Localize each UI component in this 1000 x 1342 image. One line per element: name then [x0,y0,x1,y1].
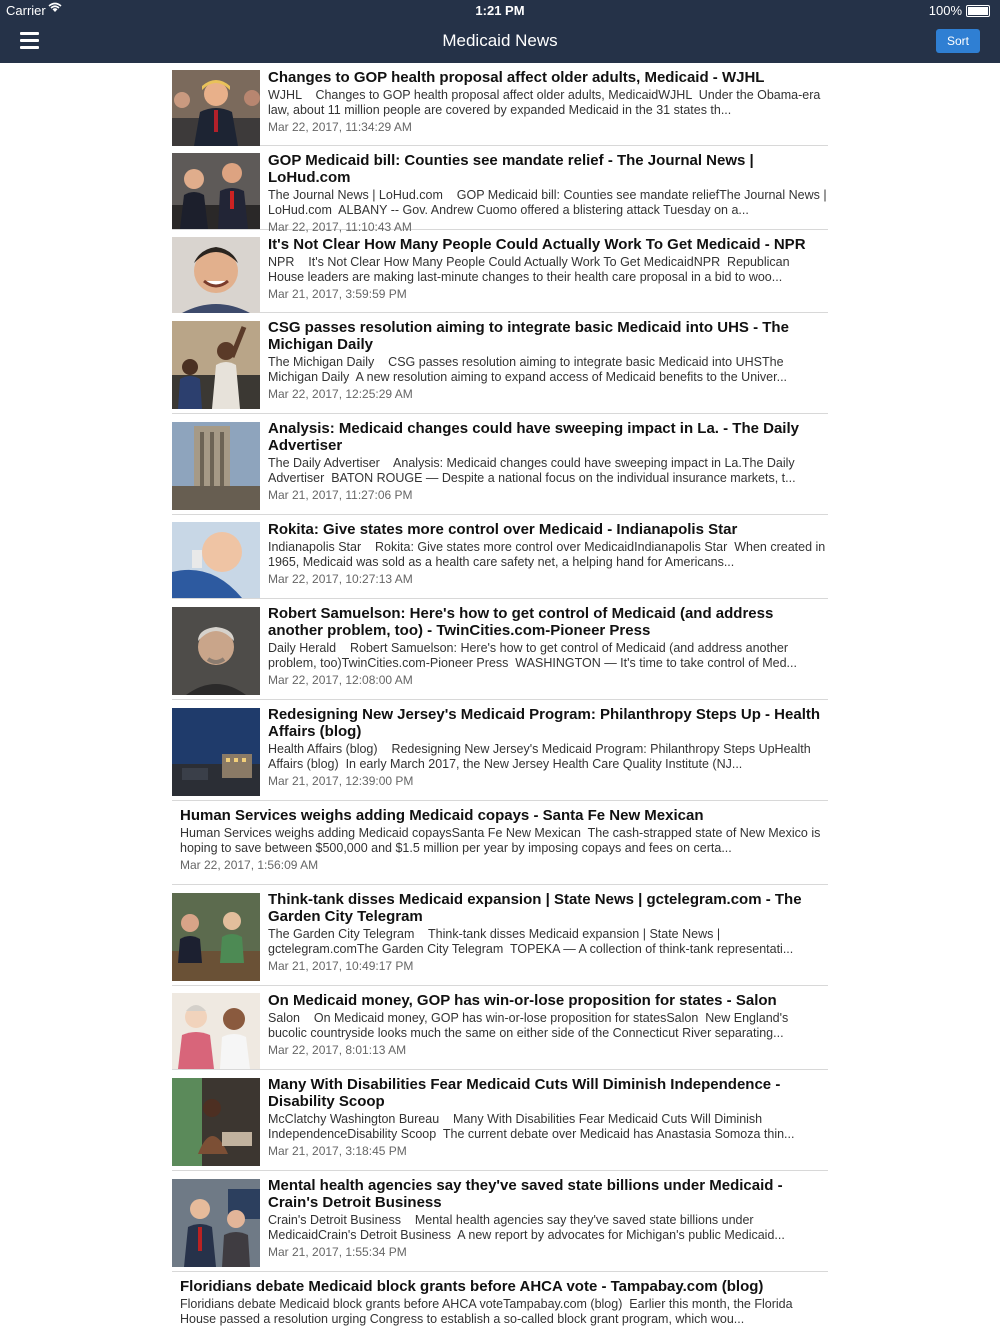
article-title: Rokita: Give states more control over Medicaid - Indianapolis Star [268,521,738,538]
news-item[interactable] [172,1070,828,1171]
article-date: Mar 22, 2017, 11:34:29 AM [268,120,412,134]
article-description: Floridians debate Medicaid block grants before AHCA voteTampabay.com (blog) Earlier this month, the Florida House passed a resolution urging Congress to establish a so-called block grant program, which wou... [180,1297,797,1326]
news-item[interactable] [172,1272,828,1342]
battery-indicator [929,3,990,18]
article-thumbnail [172,70,260,146]
news-item[interactable] [172,1171,828,1272]
article-description: The Garden City Telegram Think-tank disses Medicaid expansion | State News | gctelegram.comThe Garden City Telegram TOPEKA — A collection of think-tank representati... [268,927,794,956]
article-description: Human Services weighs adding Medicaid copaysSanta Fe New Mexican The cash-strapped state of New Mexico is hoping to save between $500,000 and $1.5 million per year by imposing copays and fees on certa... [180,826,824,855]
news-item[interactable] [172,63,828,146]
article-title: Analysis: Medicaid changes could have sweeping impact in La. - The Daily Advertiser [268,420,799,454]
article-thumbnail [172,321,260,409]
news-item[interactable] [172,700,828,801]
article-thumbnail [172,993,260,1069]
top-bar [0,0,1000,63]
article-thumbnail [172,1179,260,1267]
article-title: Human Services weighs adding Medicaid copays - Santa Fe New Mexican [180,807,704,824]
news-item[interactable] [172,599,828,700]
news-item[interactable] [172,986,828,1070]
article-title: Redesigning New Jersey's Medicaid Program: Philanthropy Steps Up - Health Affairs (blog) [268,706,821,740]
battery-percent: 100% [928,3,962,18]
article-description: McClatchy Washington Bureau Many With Disabilities Fear Medicaid Cuts Will Diminish IndependenceDisability Scoop The current debate over Medicaid has Anastasia Somoza thin... [268,1112,795,1141]
article-title: Robert Samuelson: Here's how to get control of Medicaid (and address another problem, too) - TwinCities.com-Pioneer Press [268,605,774,639]
sort-button[interactable]: Sort [936,29,980,53]
article-thumbnail [172,1078,260,1166]
carrier-label: Carrier [6,3,46,18]
news-item[interactable] [172,414,828,515]
article-thumbnail [172,607,260,695]
article-title: CSG passes resolution aiming to integrate basic Medicaid into UHS - The Michigan Daily [268,319,789,353]
news-item[interactable] [172,313,828,414]
article-title: GOP Medicaid bill: Counties see mandate relief - The Journal News | LoHud.com [268,152,754,186]
article-title: Floridians debate Medicaid block grants before AHCA vote - Tampabay.com (blog) [180,1278,764,1295]
article-title: Changes to GOP health proposal affect older adults, Medicaid - WJHL [268,69,765,86]
article-description: The Daily Advertiser Analysis: Medicaid changes could have sweeping impact in La.The Daily Advertiser BATON ROUGE — Despite a national focus on the individual insurance markets, t... [268,456,798,485]
article-thumbnail [172,153,260,229]
page-title: Medicaid News [442,31,558,50]
article-description: The Journal News | LoHud.com GOP Medicaid bill: Counties see mandate reliefThe Journal News | LoHud.com ALBANY -- Gov. Andrew Cuomo offered a blistering attack Tuesday on a... [268,188,831,217]
article-date: Mar 21, 2017, 11:27:06 PM [268,488,413,502]
article-date: Mar 22, 2017, 8:01:13 AM [268,1043,407,1057]
article-title: On Medicaid money, GOP has win-or-lose proposition for states - Salon [268,992,777,1009]
article-description: Salon On Medicaid money, GOP has win-or-lose proposition for statesSalon New England's bucolic countryside looks much the same on either side of the Connecticut River separating... [268,1011,792,1040]
article-title: It's Not Clear How Many People Could Actually Work To Get Medicaid - NPR [268,236,806,253]
article-title: Many With Disabilities Fear Medicaid Cuts Will Diminish Independence - Disability Scoop [268,1076,781,1110]
article-description: Health Affairs (blog) Redesigning New Jersey's Medicaid Program: Philanthropy Steps UpHealth Affairs (blog) In early March 2017, the New Jersey Health Care Quality Institute (NJ... [268,742,814,771]
news-item[interactable] [172,885,828,986]
article-title: Mental health agencies say they've saved state billions under Medicaid - Crain's Detroit Business [268,1177,783,1211]
article-thumbnail [172,237,260,313]
article-thumbnail [172,522,260,598]
article-date: Mar 22, 2017, 12:08:00 AM [268,673,413,687]
article-description: Crain's Detroit Business Mental health agencies say they've saved state billions under MedicaidCrain's Detroit Business A new report by advocates for Michigan's public Medicaid... [268,1213,785,1242]
article-description: Indianapolis Star Rokita: Give states more control over MedicaidIndianapolis Star When created in 1965, Medicaid was sold as a health care safety net, a helping hand for Americans... [268,540,829,569]
article-thumbnail [172,708,260,796]
status-bar [0,0,1000,22]
article-description: The Michigan Daily CSG passes resolution aiming to integrate basic Medicaid into UHSThe Michigan Daily A new resolution aiming to expand access of Medicaid benefits to the Univer... [268,355,788,384]
article-date: Mar 22, 2017, 1:56:09 AM [180,858,319,872]
article-date: Mar 22, 2017, 12:25:29 AM [268,387,413,401]
article-date: Mar 21, 2017, 10:49:17 PM [268,959,414,973]
article-thumbnail [172,893,260,981]
news-feed [172,63,831,1342]
article-date: Mar 22, 2017, 10:27:13 AM [268,572,413,586]
news-item[interactable] [172,515,828,599]
nav-bar [0,22,1000,63]
news-item[interactable] [172,801,828,885]
status-time: 1:21 PM [475,3,525,18]
article-date: Mar 21, 2017, 12:39:00 PM [268,774,414,788]
battery-icon [966,5,990,17]
article-date: Mar 21, 2017, 3:59:59 PM [268,287,407,301]
article-title: Think-tank disses Medicaid expansion | State News | gctelegram.com - The Garden City Telegram [268,891,802,925]
article-description: NPR It's Not Clear How Many People Could Actually Work To Get MedicaidNPR Republican House leaders are making last-minute changes to their health care proposal in a bid to woo... [268,255,794,284]
news-item[interactable] [172,230,828,313]
article-date: Mar 21, 2017, 3:18:45 PM [268,1144,407,1158]
article-date: Mar 22, 2017, 11:10:43 AM [268,220,412,234]
news-item[interactable] [172,146,831,234]
article-description: Daily Herald Robert Samuelson: Here's how to get control of Medicaid (and address another problem, too)TwinCities.com-Pioneer Press WASHINGTON — It's time to take control of Med... [268,641,797,670]
article-date: Mar 21, 2017, 1:55:34 PM [268,1245,407,1259]
article-thumbnail [172,422,260,510]
article-description: WJHL Changes to GOP health proposal affect older adults, MedicaidWJHL Under the Obama-era law, about 11 million people are covered by expanded Medicaid in the 31 states th... [268,88,824,117]
